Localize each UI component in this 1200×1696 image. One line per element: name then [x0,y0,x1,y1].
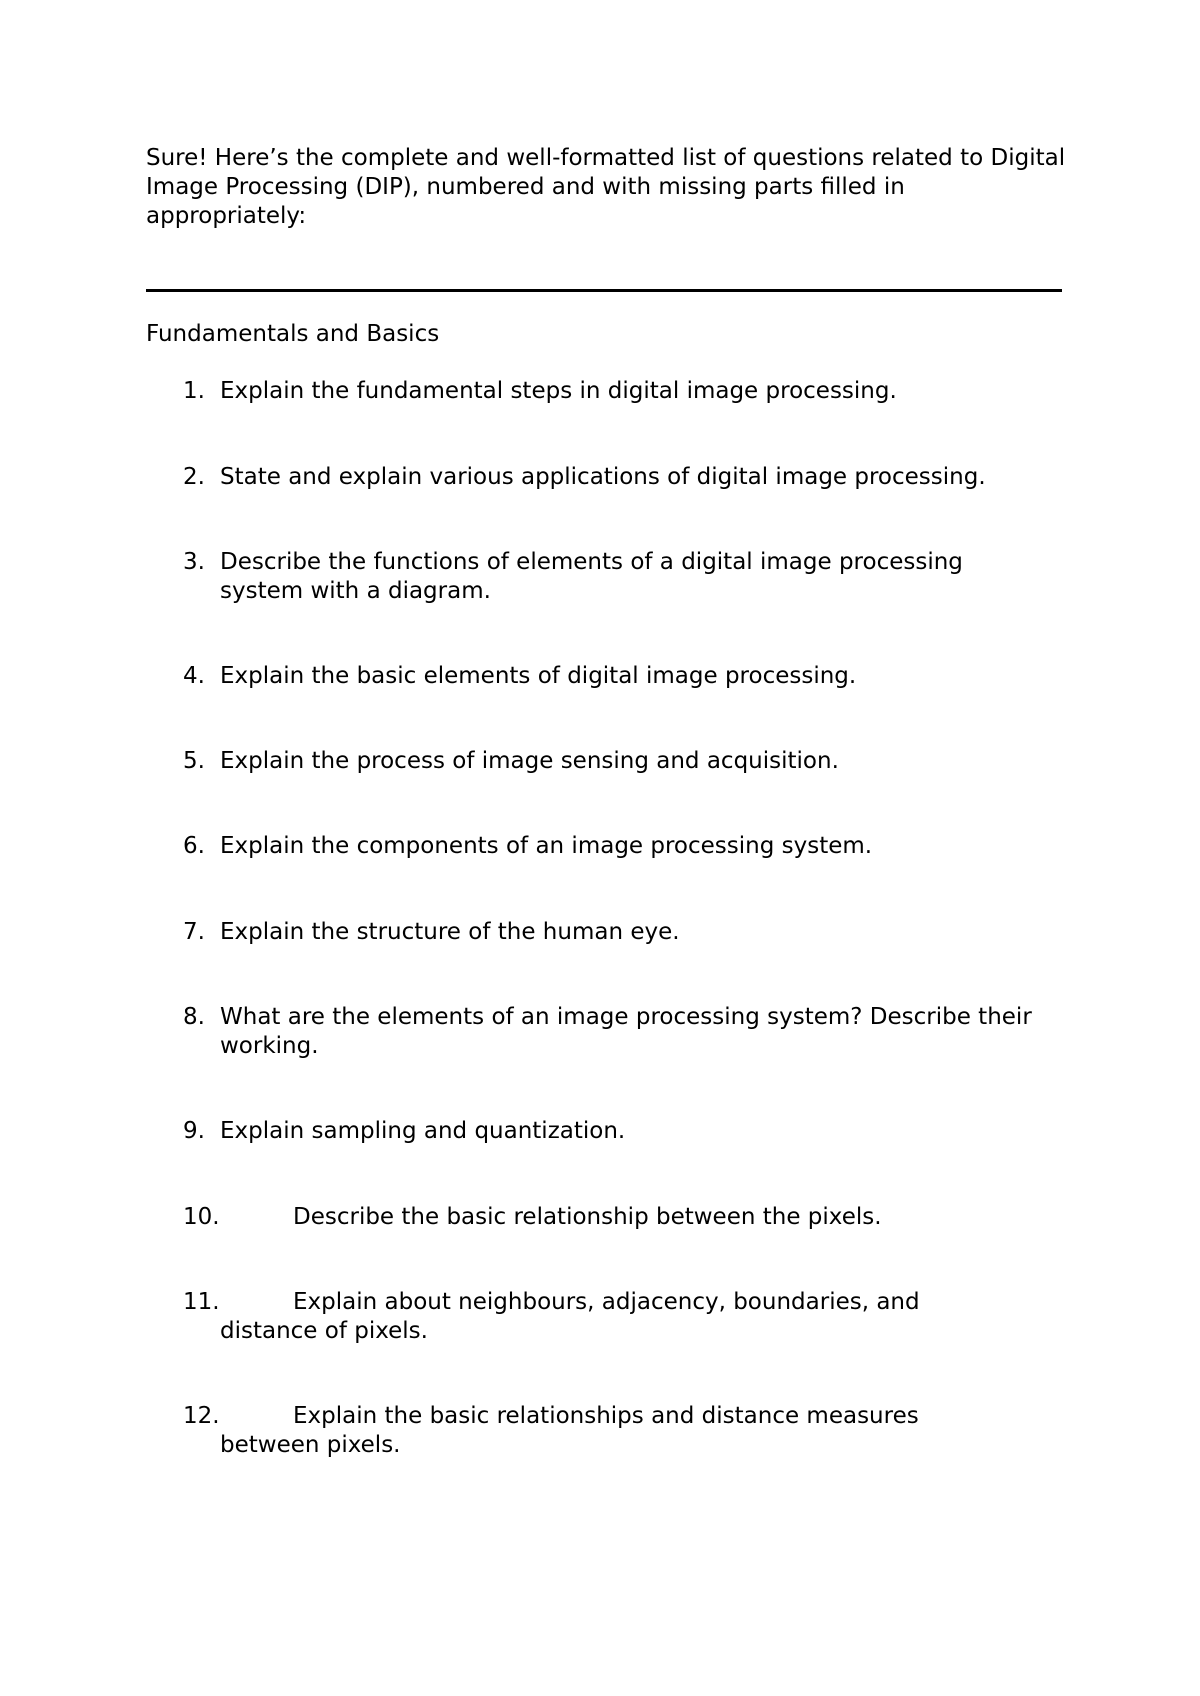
question-text: Explain the structure of the human eye. [220,919,680,945]
question-number: 10. [183,1204,220,1230]
question-text: State and explain various applications of digital image processing. [220,464,986,490]
question-text: Describe the functions of elements of a digital image processing system with a diagram. [220,549,963,604]
question-text: Explain the fundamental steps in digital image processing. [220,378,897,404]
question-number: 5. [183,748,205,774]
question-text: Explain the basic elements of digital image processing. [220,663,857,689]
section-heading: Fundamentals and Basics [146,321,440,347]
question-text: Explain the basic relationships and distance measures between pixels. [220,1403,919,1458]
question-text: What are the elements of an image processing system? Describe their working. [220,1004,1032,1059]
question-number: 7. [183,919,205,945]
question-number: 3. [183,549,205,575]
question-number: 4. [183,663,205,689]
question-number: 2. [183,464,205,490]
question-text: Explain about neighbours, adjacency, boundaries, and distance of pixels. [220,1289,920,1344]
intro-paragraph: Sure! Here’s the complete and well-formatted list of questions related to Digital Image Processing (DIP), numbered and with missing parts filled in appropriately: [146,145,1066,229]
question-number: 12. [183,1403,220,1429]
question-text: Explain sampling and quantization. [220,1118,626,1144]
question-number: 6. [183,833,205,859]
question-text: Describe the basic relationship between the pixels. [293,1204,882,1230]
question-number: 11. [183,1289,220,1315]
question-text: Explain the components of an image processing system. [220,833,873,859]
question-number: 9. [183,1118,205,1144]
horizontal-rule [146,289,1062,292]
question-text: Explain the process of image sensing and acquisition. [220,748,839,774]
question-number: 1. [183,378,205,404]
question-number: 8. [183,1004,205,1030]
